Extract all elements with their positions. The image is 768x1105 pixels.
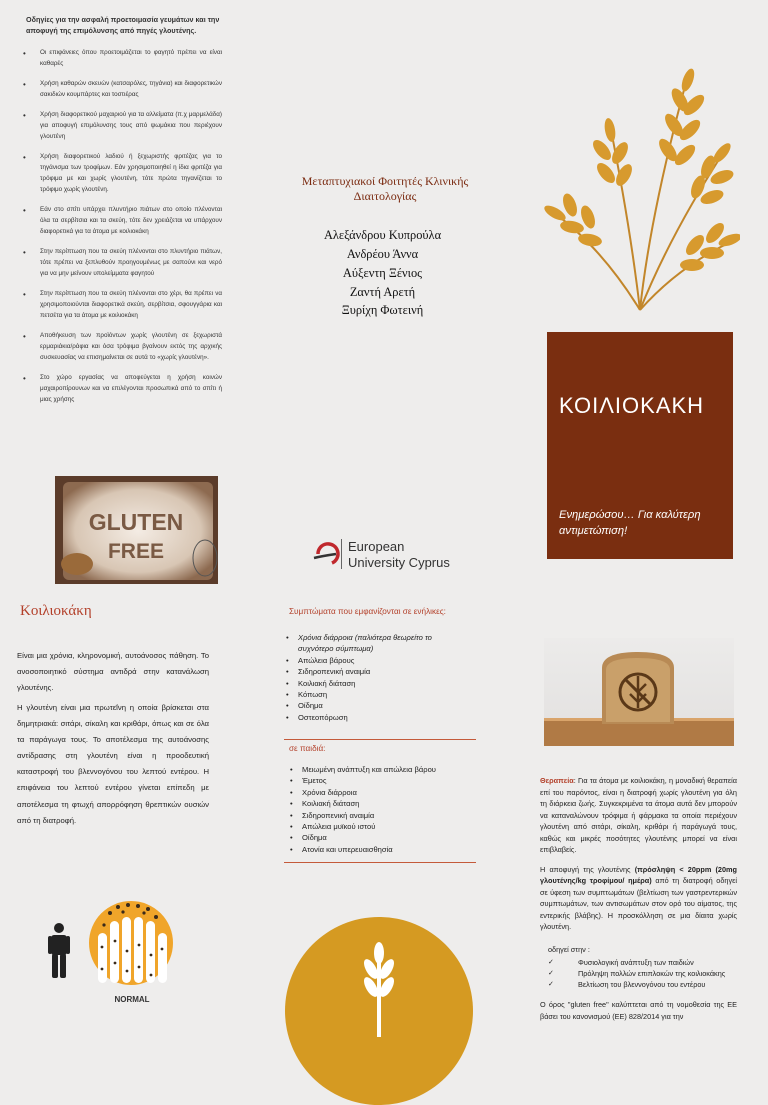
guide-item: • Στο χώρο εργασίας να αποφεύγεται η χρήση κοινών μαχαιροπίρουνων και να επιλέγονται προσωπικά από το σπίτι ή μιας χρήσης: [16, 372, 222, 405]
guide-item: • Χρήση διαφορετικού λαδιού ή ξεχωριστής φριτέζας για το τηγάνισμα των τροφίμων. Εάν χρησιμοποιηθεί η ίδια φριτέζα για τρόφιμα με και χωρίς γλουτένη, τότε πρώτα τηγανίζεται το τρόφιμο χωρίς γλουτένη.: [16, 151, 222, 195]
children-symptoms-heading: σε παιδιά:: [289, 744, 326, 753]
guide-item: • Αποθήκευση των προϊόντων χωρίς γλουτένη σε ξεχωριστά ερμαριάκια/ράφια και όσα τρόφιμα βγαίνουν εκτός της αρχικής συσκευασίας να επισημαίνεται σε αυτά το «χωρίς γλουτένη».: [16, 330, 222, 363]
children-symptoms-list: [288, 764, 468, 855]
benefit-item: ✓ Βελτίωση του βλεννογόνου του εντέρου: [548, 980, 738, 991]
therapy-paragraph-2-pre: Η αποφυγή της γλουτένης: [540, 864, 635, 874]
person-icon: [44, 922, 74, 980]
guide-item: • Χρήση καθαρών σκευών (κατσαρόλες, τηγάνια) και διαφορετικών σακιδιών κουμπάρτες και τοστιέρας: [16, 78, 222, 100]
student-names: [300, 226, 465, 320]
benefits-intro: οδηγεί στην :: [548, 945, 590, 954]
adult-symptom-item: • Απώλεια βάρους: [284, 655, 464, 666]
adult-symptom-item: • Κοιλιακή διάταση: [284, 678, 464, 689]
student-name: Ανδρέου Άννα: [346, 246, 419, 261]
intestinal-villi-illustration: [88, 897, 174, 989]
therapy-label: Θεραπεία: [540, 776, 574, 785]
person-silhouette: [44, 922, 74, 980]
guide-item: • Οι επιφάνειες όπου προετοιμάζεται το φαγητό πρέπει να είναι καθαρές: [16, 47, 222, 69]
bread-illustration: [544, 638, 734, 746]
logo-text-1: European: [348, 539, 405, 554]
therapy-text: [540, 775, 737, 941]
gluten-free-illustration: [55, 476, 218, 584]
child-symptom-item: • Ατονία και υπερευαισθησία: [288, 844, 468, 855]
benefit-item: ✓ Φυσιολογική ανάπτυξη των παιδιών: [548, 958, 738, 969]
logo-text-2: University Cyprus: [348, 555, 450, 570]
wheat-icon: [540, 55, 740, 315]
guide-list: [16, 47, 222, 414]
guide-item: • Εάν στο σπίτι υπάρχει πλυντήριο πιάτων στο οποίο πλένονται όλα τα σερβίτσια και τα σκεύη, τότε δεν χρειάζεται να υπάρχουν διαφορετικά για τα άτομα με κοιλιοκάκη: [16, 204, 222, 237]
bread-image: [544, 638, 734, 746]
adult-symptom-item: • Κόπωση: [284, 689, 464, 700]
celiac-paragraph: Είναι μια χρόνια, κληρονομική, αυτοάνοσος πάθηση. Το ανοσοποιητικό σύστημα αντιδρά στην κατανάλωση γλουτένης.: [17, 651, 209, 693]
brochure-subtitle: Ενημερώσου… Για καλύτερη αντιμετώπιση!: [559, 509, 701, 538]
child-symptom-item: • Οίδημα: [288, 832, 468, 843]
cover-title-box: [547, 332, 733, 559]
wheat-circle-graphic: [285, 917, 473, 1105]
regulation-text: Ο όρος "gluten free" καλύπτεται από τη νομοθεσία της ΕΕ βάσει του κανονισμού (ΕΕ) 828/2014 για την: [540, 1000, 737, 1021]
adult-symptom-item: • Σιδηροπενική αναιμία: [284, 666, 464, 677]
adult-symptom-item: • Οίδημα: [284, 700, 464, 711]
child-symptom-item: • Χρόνια διάρροια: [288, 787, 468, 798]
adult-symptom-item: • Χρόνια διάρροια (παλιότερα θεωρείτο το συχνότερο σύμπτωμα): [284, 632, 464, 655]
guide-title: Οδηγίες για την ασφαλή προετοιμασία γευμάτων και την αποφυγή της επιμόλυνσης από πηγές γλουτένης.: [26, 15, 220, 35]
student-name: Αλεξάνδρου Κυπρούλα: [323, 228, 442, 242]
university-logo: [308, 534, 456, 574]
students-heading: Μεταπτυχιακοί Φοιτητές Κλινικής Διαιτολογίας: [301, 174, 469, 203]
wheat-illustration: [540, 55, 740, 315]
villi-icon: [88, 897, 174, 989]
therapy-paragraph-2-post: από τη διατροφή οδηγεί σε ύφεση των συμπτωμάτων (βελτίωση των γαστρεντερικών συμπτωμάτων, των αντισωμάτων στον ορό του αίματος, της εντερικής βλάβης). Η προσκόλληση σε μια δίαιτα χωρίς γλουτένη.: [540, 876, 737, 932]
student-name: Αύξεντη Ξένιος: [342, 265, 423, 280]
celiac-description: [17, 648, 209, 832]
adult-symptom-item: • Οστεοπόρωση: [284, 712, 464, 723]
brochure-title: ΚΟΙΛΙΟΚΑΚΗ: [559, 393, 705, 418]
adult-symptoms-list: [284, 632, 464, 723]
celiac-heading: Κοιλιοκάκη: [20, 603, 92, 619]
child-symptom-item: • Απώλεια μυϊκού ιστού: [288, 821, 468, 832]
benefits-section: [548, 945, 738, 991]
symptoms-divider: [284, 862, 476, 863]
therapy-paragraph-1: [540, 775, 737, 856]
child-symptom-item: • Μειωμένη ανάπτυξη και απώλεια βάρου: [288, 764, 468, 775]
guide-item: • Χρήση διαφορετικού μαχαιριού για τα αλλείματα (π.χ μαρμελάδα) για αποφυγή επιμόλυνσης τους από ψωμάκια που περιέχουν γλουτένη: [16, 109, 222, 142]
guide-item: • Στην περίπτωση που τα σκεύη πλένονται στο χέρι, θα πρέπει να χρησιμοποιούνται διαφορετικά σκεύη, σερβίτσια, σφουγγάρια και πετσέτα για τα άτομα με κοιλιοκάκη: [16, 288, 222, 321]
normal-label: NORMAL: [114, 995, 150, 1004]
university-logo-mark: [308, 534, 456, 574]
therapy-paragraph-2-bold: (πρόσληψη < 20ppm (20mg γλουτένης/kg τροφίμου/ ημέρα): [540, 864, 737, 886]
celiac-paragraph: Η γλουτένη είναι μια πρωτεΐνη η οποία βρίσκεται στα δημητριακά: σιτάρι, σίκαλη και κριθάρι, όπως και σε όλα τα παράγωγα τους. Το αποτέλεσμα της αυτοάνοσης αντίδρασης στη γλουτένη είναι η προοδευτική καταστροφή του βλεννογόνου του λεπτού εντέρου. Η επιφάνεια του λεπτού εντέρου γίνεται επίπεδη με αποτέλεσμα τη φτωχή απορρόφηση θρεπτικών ουσιών από τη διατροφή.: [17, 702, 209, 825]
gluten-free-image: [55, 476, 218, 584]
gluten-free-text-2: FREE: [107, 540, 165, 563]
child-symptom-item: • Κοιλιακή διάταση: [288, 798, 468, 809]
wheat-circle-icon: [285, 917, 473, 1105]
student-name: Ζαντή Αρετή: [349, 284, 416, 299]
therapy-paragraph-1-text: : Για τα άτομα με κοιλιοκάκη, η μοναδική θεραπεία επί του παρόντος, είναι η διατροφή χωρίς γλουτένη για όλη τη διάρκεια ζωής. Συγκεκριμένα τα άτομα αυτά δεν μπορούν να καταναλώνουν τρόφιμα ή φάρμακα τα οποία περιέχουν γλουτένη από σιτάρι, σίκαλη, κριθάρι ή παράγωγά τους, καθώς και μικρές ποσότητες γλουτένης μπορεί να είναι επιβλαβείς.: [540, 776, 737, 855]
child-symptom-item: • Σιδηροπενική αναιμία: [288, 810, 468, 821]
gluten-free-text-1: GLUTEN: [88, 509, 184, 535]
child-symptom-item: • Έμετος: [288, 775, 468, 786]
benefits-list: [548, 958, 738, 991]
student-name: Ξυρίχη Φωτεινή: [341, 303, 424, 318]
guide-item: • Στην περίπτωση που τα σκεύη πλένονται στο πλυντήριο πιάτων, τότε πρέπει να ξεπλυθούν προηγουμένως με σαπούνι και νερό για να μην μείνουν υπολείμματα φαγητού: [16, 246, 222, 279]
symptoms-divider: [284, 739, 476, 740]
symptoms-heading: Συμπτώματα που εμφανίζονται σε ενήλικες:: [289, 607, 446, 616]
benefit-item: ✓ Πρόληψη πολλών επιπλοκών της κοιλιοκάκης: [548, 969, 738, 980]
therapy-paragraph-2: [540, 864, 737, 933]
